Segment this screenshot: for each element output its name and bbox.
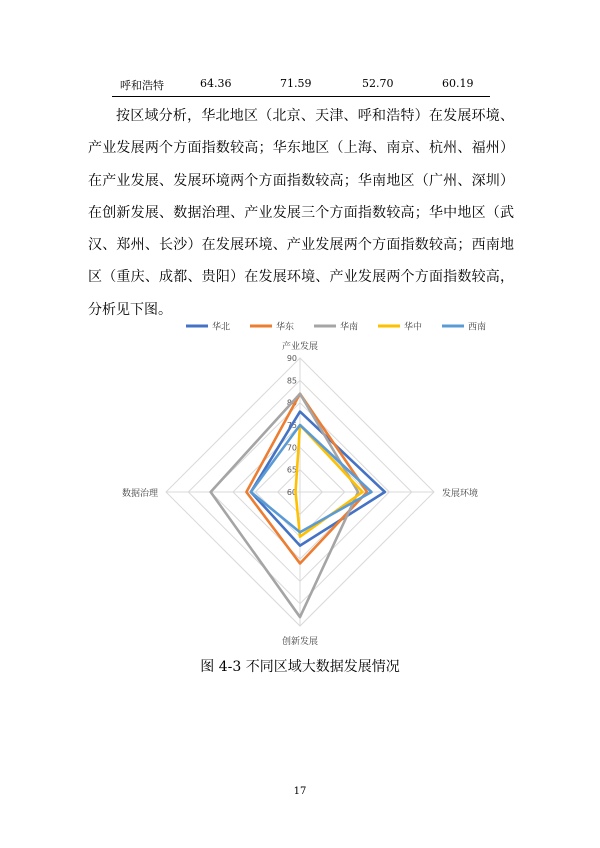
legend-entry: 华中 bbox=[404, 322, 423, 333]
paragraph-line: 分析见下图。 bbox=[88, 301, 172, 318]
table-row bbox=[112, 73, 490, 93]
paragraph-line: 区（重庆、成都、贵阳）在发展环境、产业发展两个方面指数较高， bbox=[88, 269, 514, 286]
radar-series-line bbox=[211, 394, 358, 617]
legend-entry: 西南 bbox=[468, 322, 487, 333]
paragraph-line: 汉、郑州、长沙）在发展环境、产业发展两个方面指数较高；西南地 bbox=[88, 237, 514, 254]
radar-axis-label: 创新发展 bbox=[281, 637, 319, 647]
radar-tick-label: 75 bbox=[286, 421, 297, 430]
radar-axis-label: 产业发展 bbox=[281, 342, 319, 352]
table-cell-value-1: 64.36 bbox=[200, 77, 232, 90]
paragraph-line: 按区域分析，华北地区（北京、天津、呼和浩特）在发展环境、 bbox=[116, 108, 514, 124]
paragraph-line: 在产业发展、发展环境两个方面指数较高；华南地区（广州、深圳） bbox=[88, 172, 514, 189]
radar-chart bbox=[88, 312, 512, 652]
radar-axis-label: 发展环境 bbox=[442, 489, 479, 499]
legend-entry: 华南 bbox=[340, 322, 359, 333]
radar-tick-label: 80 bbox=[286, 398, 297, 408]
paragraph-line: 在创新发展、数据治理、产业发展三个方面指数较高；华中地区（武 bbox=[88, 204, 514, 221]
table-bottom-rule bbox=[112, 96, 490, 97]
radar-tick-label: 60 bbox=[286, 488, 297, 497]
radar-tick-label: 70 bbox=[286, 443, 297, 453]
analysis-paragraph bbox=[88, 100, 514, 326]
page-number: 17 bbox=[293, 786, 307, 797]
table-cell-value-2: 71.59 bbox=[280, 77, 312, 90]
radar-tick-label: 90 bbox=[286, 354, 297, 363]
radar-axis-label: 数据治理 bbox=[121, 489, 158, 499]
radar-tick-label: 65 bbox=[286, 465, 297, 475]
paragraph-line: 产业发展两个方面指数较高；华东地区（上海、南京、杭州、福州） bbox=[88, 140, 514, 157]
radar-tick-label: 85 bbox=[286, 376, 297, 386]
table-cell-city: 呼和浩特 bbox=[120, 79, 164, 92]
legend-entry: 华东 bbox=[276, 322, 295, 333]
table-cell-value-3: 52.70 bbox=[362, 77, 394, 90]
figure-caption: 图 4-3 不同区域大数据发展情况 bbox=[200, 659, 400, 675]
table-cell-value-4: 60.19 bbox=[442, 77, 474, 90]
legend-entry: 华北 bbox=[212, 322, 231, 333]
